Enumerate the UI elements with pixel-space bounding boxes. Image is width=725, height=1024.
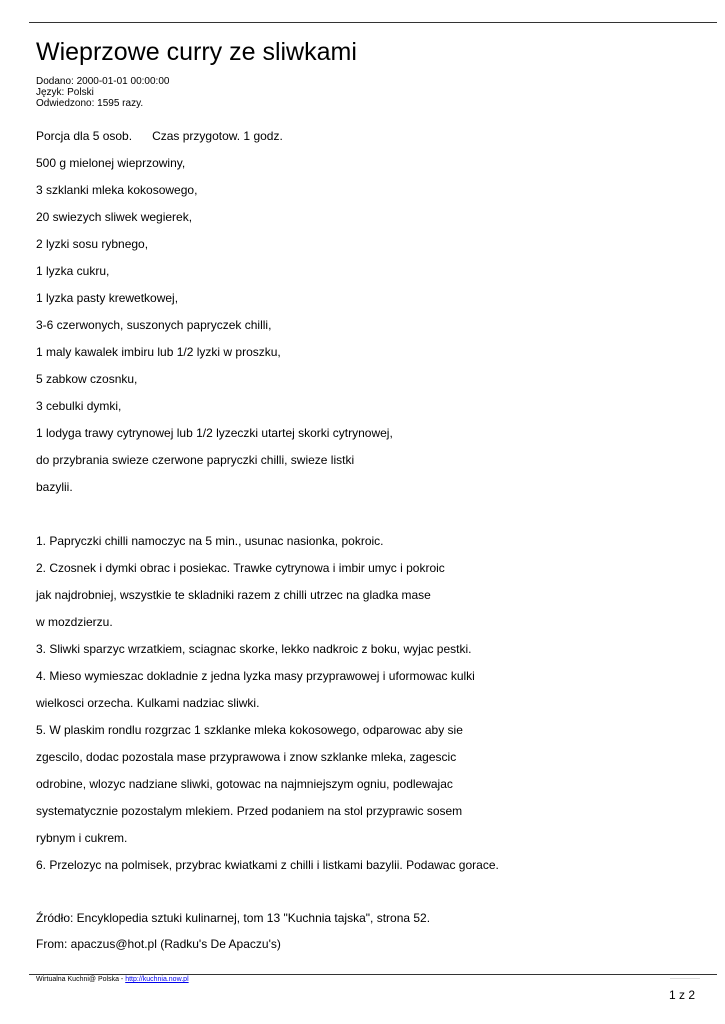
step-line: rybnym i cukrem. — [36, 831, 128, 845]
serving-line — [36, 128, 283, 144]
ingredient-line: 1 lyzka cukru, — [36, 264, 110, 278]
page-number: 1 z 2 — [669, 988, 696, 1002]
ingredient-line: 5 zabkow czosnku, — [36, 372, 138, 386]
ingredient-line: 1 lodyga trawy cytrynowej lub 1/2 lyzeczki utartej skorki cytrynowej, — [36, 426, 393, 440]
ingredient-line: 1 maly kawalek imbiru lub 1/2 lyzki w proszku, — [36, 345, 281, 359]
step-line: 1. Papryczki chilli namoczyc na 5 min., usunac nasionka, pokroic. — [36, 534, 384, 548]
meta-language: Język: Polski — [36, 87, 94, 98]
page-title: Wieprzowe curry ze sliwkami — [36, 38, 357, 66]
step-line: 3. Sliwki sparzyc wrzatkiem, sciagnac skorke, lekko nadkroic z boku, wyjac pestki. — [36, 642, 472, 656]
ingredient-line: do przybrania swieze czerwone papryczki chilli, swieze listki — [36, 453, 355, 467]
step-line: 5. W plaskim rondlu rozgrzac 1 szklanke mleka kokosowego, odparowac aby sie — [36, 723, 463, 737]
footer-faint-mark — [670, 978, 700, 979]
step-line: 2. Czosnek i dymki obrac i posiekac. Trawke cytrynowa i imbir umyc i pokroic — [36, 561, 445, 575]
prep-time-text: Czas przygotow. 1 godz. — [152, 129, 283, 143]
step-line: w mozdzierzu. — [36, 615, 113, 629]
ingredient-line: 20 swiezych sliwek wegierek, — [36, 210, 193, 224]
ingredient-line: 3-6 czerwonych, suszonych papryczek chilli, — [36, 318, 272, 332]
ingredient-line: 3 cebulki dymki, — [36, 399, 122, 413]
ingredient-line: 1 lyzka pasty krewetkowej, — [36, 291, 179, 305]
step-line: 4. Mieso wymieszac dokladnie z jedna lyzka masy przyprawowej i uformowac kulki — [36, 669, 475, 683]
step-line: zgescilo, dodac pozostala mase przyprawowa i znow szklanke mleka, zagescic — [36, 750, 457, 764]
from-line: From: apaczus@hot.pl (Radku's De Apaczu's) — [36, 937, 281, 951]
ingredient-line: bazylii. — [36, 480, 73, 494]
top-rule — [29, 22, 717, 23]
footer-site-link[interactable]: http://kuchnia.now.pl — [125, 976, 189, 983]
meta-visited: Odwiedzono: 1595 razy. — [36, 98, 144, 109]
step-line: 6. Przelozyc na polmisek, przybrac kwiatkami z chilli i listkami bazylii. Podawac gorace. — [36, 858, 499, 872]
step-line: wielkosci orzecha. Kulkami nadziac sliwki. — [36, 696, 260, 710]
ingredient-line: 500 g mielonej wieprzowiny, — [36, 156, 186, 170]
step-line: jak najdrobniej, wszystkie te skladniki razem z chilli utrzec na gladka mase — [36, 588, 431, 602]
footer-rule — [29, 974, 717, 975]
meta-added: Dodano: 2000-01-01 00:00:00 — [36, 76, 170, 87]
footer-site — [36, 976, 189, 983]
ingredient-line: 2 lyzki sosu rybnego, — [36, 237, 149, 251]
step-line: odrobine, wlozyc nadziane sliwki, gotowac na najmniejszym ogniu, podlewajac — [36, 777, 453, 791]
step-line: systematycznie pozostalym mlekiem. Przed podaniem na stol przyprawic sosem — [36, 804, 463, 818]
portion-text: Porcja dla 5 osob. — [36, 129, 133, 143]
recipe-meta — [36, 76, 169, 109]
source-line: Źródło: Encyklopedia sztuki kulinarnej, tom 13 "Kuchnia tajska", strona 52. — [36, 911, 431, 925]
ingredient-line: 3 szklanki mleka kokosowego, — [36, 183, 198, 197]
footer-site-name: Wirtualna Kuchni@ Polska - — [36, 976, 126, 983]
